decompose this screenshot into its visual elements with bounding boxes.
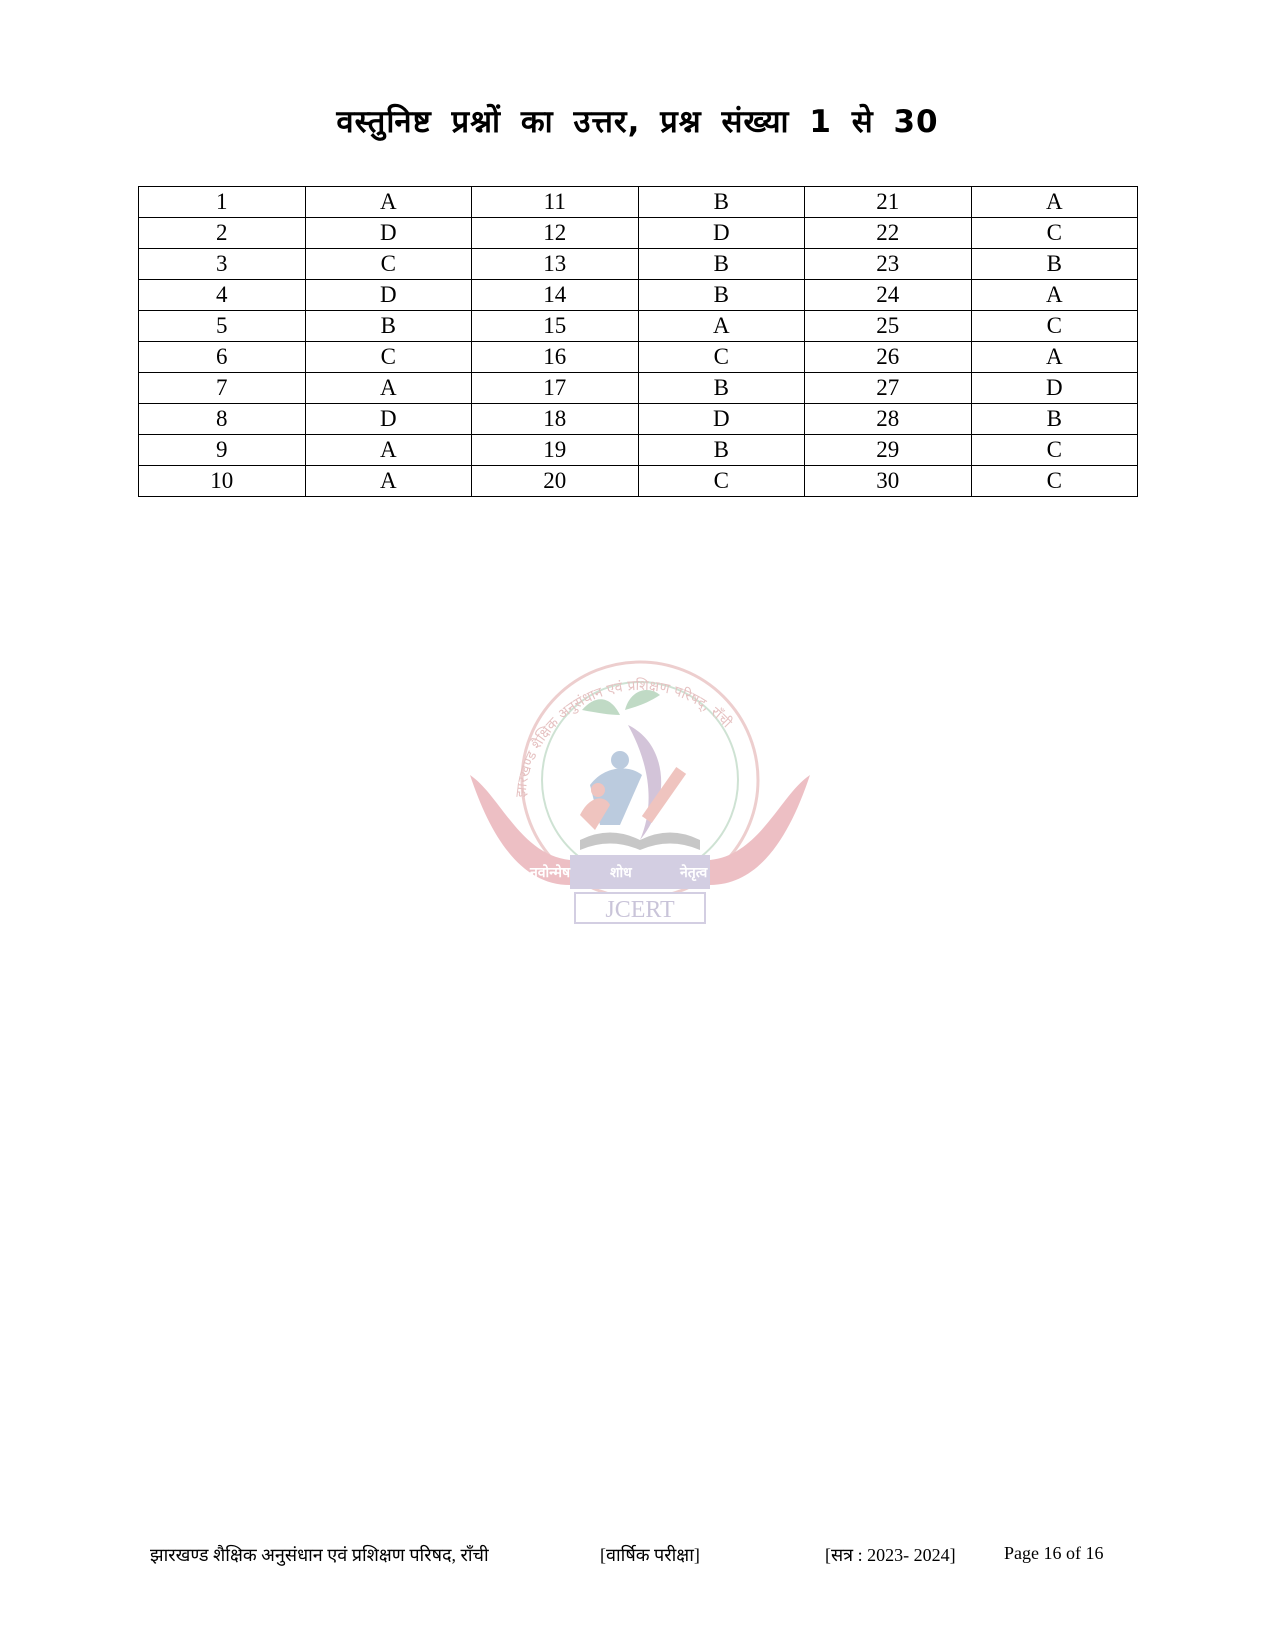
answer-row xyxy=(139,218,1138,249)
question-number-cell: 9 xyxy=(139,435,306,466)
answer-row xyxy=(139,187,1138,218)
question-number-cell: 12 xyxy=(472,218,639,249)
seal-acronym: JCERT xyxy=(605,897,675,923)
question-number-cell: 23 xyxy=(805,249,972,280)
answer-row xyxy=(139,342,1138,373)
answer-row xyxy=(139,280,1138,311)
question-number-cell: 8 xyxy=(139,404,306,435)
footer-exam: [वार्षिक परीक्षा] xyxy=(600,1545,700,1565)
question-number-cell: 17 xyxy=(472,373,639,404)
answer-row xyxy=(139,249,1138,280)
answer-key-body xyxy=(139,187,1138,497)
answer-option-cell: A xyxy=(971,280,1138,311)
question-number-cell: 19 xyxy=(472,435,639,466)
question-number-cell: 21 xyxy=(805,187,972,218)
answer-option-cell: C xyxy=(638,342,805,373)
answer-row xyxy=(139,435,1138,466)
answer-option-cell: A xyxy=(305,373,472,404)
question-number-cell: 2 xyxy=(139,218,306,249)
answer-option-cell: A xyxy=(305,187,472,218)
answer-option-cell: A xyxy=(305,435,472,466)
question-number-cell: 16 xyxy=(472,342,639,373)
question-number-cell: 1 xyxy=(139,187,306,218)
question-number-cell: 4 xyxy=(139,280,306,311)
seal-banner-center: शोध xyxy=(610,865,632,881)
answer-option-cell: C xyxy=(305,342,472,373)
answer-option-cell: D xyxy=(305,280,472,311)
seal-banner-left: नवोन्मेष xyxy=(530,865,571,881)
answer-key-table xyxy=(138,186,1138,497)
question-number-cell: 6 xyxy=(139,342,306,373)
question-number-cell: 7 xyxy=(139,373,306,404)
footer-session: [सत्र : 2023- 2024] xyxy=(825,1545,956,1565)
answer-option-cell: D xyxy=(305,218,472,249)
page-footer xyxy=(0,1543,1275,1567)
question-number-cell: 13 xyxy=(472,249,639,280)
footer-page-number: Page 16 of 16 xyxy=(1004,1543,1104,1563)
answer-option-cell: A xyxy=(971,187,1138,218)
footer-organization: झारखण्ड शैक्षिक अनुसंधान एवं प्रशिक्षण परिषद, राँची xyxy=(150,1545,489,1565)
question-number-cell: 26 xyxy=(805,342,972,373)
seal-banner-right: नेतृत्व xyxy=(680,865,708,881)
seal-ring-text: झारखण्ड शैक्षिक अनुसंधान एवं प्रशिक्षण परिषद्, राँची xyxy=(513,677,735,799)
answer-row xyxy=(139,404,1138,435)
answer-row xyxy=(139,311,1138,342)
question-number-cell: 14 xyxy=(472,280,639,311)
answer-option-cell: D xyxy=(305,404,472,435)
question-number-cell: 25 xyxy=(805,311,972,342)
answer-option-cell: C xyxy=(638,466,805,497)
question-number-cell: 18 xyxy=(472,404,639,435)
jcert-seal-watermark xyxy=(470,655,810,935)
answer-row xyxy=(139,466,1138,497)
answer-option-cell: C xyxy=(971,311,1138,342)
question-number-cell: 27 xyxy=(805,373,972,404)
question-number-cell: 29 xyxy=(805,435,972,466)
question-number-cell: 30 xyxy=(805,466,972,497)
question-number-cell: 22 xyxy=(805,218,972,249)
question-number-cell: 10 xyxy=(139,466,306,497)
answer-option-cell: C xyxy=(971,466,1138,497)
question-number-cell: 24 xyxy=(805,280,972,311)
answer-option-cell: A xyxy=(305,466,472,497)
question-number-cell: 3 xyxy=(139,249,306,280)
page-title: वस्तुनिष्ट प्रश्नों का उत्तर, प्रश्न संख्या 1 से 30 xyxy=(336,104,939,140)
answer-option-cell: D xyxy=(638,218,805,249)
answer-option-cell: D xyxy=(638,404,805,435)
answer-option-cell: B xyxy=(971,249,1138,280)
answer-option-cell: C xyxy=(971,218,1138,249)
answer-option-cell: C xyxy=(971,435,1138,466)
answer-option-cell: B xyxy=(638,435,805,466)
answer-option-cell: A xyxy=(638,311,805,342)
question-number-cell: 11 xyxy=(472,187,639,218)
answer-option-cell: B xyxy=(971,404,1138,435)
answer-option-cell: A xyxy=(971,342,1138,373)
answer-option-cell: B xyxy=(638,280,805,311)
answer-option-cell: D xyxy=(971,373,1138,404)
question-number-cell: 20 xyxy=(472,466,639,497)
question-number-cell: 15 xyxy=(472,311,639,342)
answer-option-cell: B xyxy=(638,187,805,218)
answer-row xyxy=(139,373,1138,404)
question-number-cell: 28 xyxy=(805,404,972,435)
answer-option-cell: B xyxy=(638,249,805,280)
answer-option-cell: B xyxy=(305,311,472,342)
question-number-cell: 5 xyxy=(139,311,306,342)
answer-option-cell: B xyxy=(638,373,805,404)
answer-option-cell: C xyxy=(305,249,472,280)
